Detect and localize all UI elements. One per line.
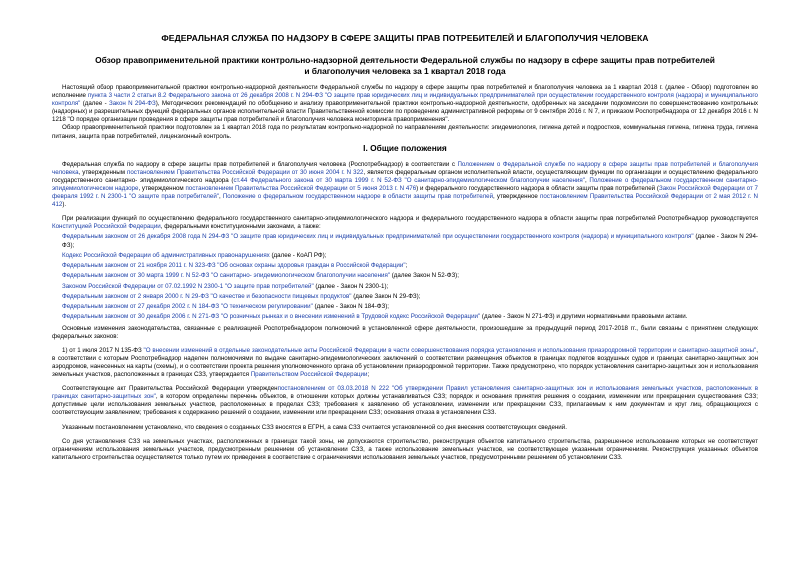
- list-item: Федеральным законом от 2 января 2000 г. N 29-ФЗ "О качестве и безопасности пищевых продуктов" (далее Закон N 29-ФЗ);: [62, 292, 421, 300]
- agency-heading: ФЕДЕРАЛЬНАЯ СЛУЖБА ПО НАДЗОРУ В СФЕРЕ ЗАЩИТЫ ПРАВ ПОТРЕБИТЕЛЕЙ И БЛАГОПОЛУЧИЯ ЧЕЛОВЕКА: [161, 33, 649, 43]
- constitution-link[interactable]: Конституцией Российской Федерации: [52, 223, 161, 231]
- list-item: Федеральным законом от 30 декабря 2006 г. N 271-ФЗ "О розничных рынках и о внесении изменений в Трудовой кодекс Российской Федерации" (далее - Закон N 271-ФЗ) и другими нормативными правовыми актами.: [62, 313, 688, 321]
- decree-322-link[interactable]: постановлением Правительства Российской Федерации от 30 июня 2004 г. N 322: [127, 168, 364, 176]
- law-link[interactable]: Федеральным законом от 21 ноября 2011 г. N 323-ФЗ "Об основах охраны здоровья граждан в Российской Федерации": [62, 262, 406, 270]
- list-item: Законом Российской Федерации от 07.02.1992 N 2300-1 "О защите прав потребителей" (далее - Закон N 2300-1);: [62, 282, 389, 290]
- law-294-short-link[interactable]: Закон N 294-ФЗ: [109, 100, 156, 108]
- paragraph-7: Со дня установления СЗЗ на земельных участках, расположенных в границах такой зоны, не допускаются строительство, реконструкция объектов капитального строительства, разрешенное использование которых не соответствует ограничениям использования земельных участков, предусмотренным решением об установлении СЗЗ, а также использование земельных участков, не соответствующее указанным ограничениям. Реконструкция указанных объектов капитального строительства осуществляется только путем их приведения в соответствие с ограничениями использования земельных участков, предусмотренными решением об установлении СЗЗ.: [52, 437, 758, 461]
- decree-476-link[interactable]: постановлением Правительства Российской Федерации от 5 июня 2013 г. N 476: [185, 184, 417, 192]
- law-link[interactable]: Федеральным законом от 2 января 2000 г. N 29-ФЗ "О качестве и безопасности пищевых продуктов": [62, 292, 352, 300]
- document-title: Обзор правоприменительной практики контрольно-надзорной деятельности Федеральной службы по надзору в сфере защиты прав потребителей и благополучия человека за 1 квартал 2018 года: [95, 55, 715, 76]
- regulation-link[interactable]: Положением о Федеральной службе по надзору в сфере защиты прав потребителей и благополучия человека: [52, 160, 758, 176]
- law-link[interactable]: Федеральным законом от 30 декабря 2006 г. N 271-ФЗ "О розничных рынках и о внесении изменений в Трудовой кодекс Российской Федерации": [62, 313, 481, 321]
- law-link[interactable]: Федеральным законом от 26 декабря 2008 года N 294-ФЗ "О защите прав юридических лиц и индивидуальных предпринимателей при осуществлении государственного контроля (надзора) и муниципального контроля": [62, 233, 694, 241]
- law-link[interactable]: Федеральным законом от 30 марта 1999 г. N 52-ФЗ "О санитарно- эпидемиологическом благополучии населения": [62, 272, 391, 280]
- list-item: Кодекс Российской Федерации об административных правонарушениях (далее - КоАП РФ);: [62, 251, 327, 259]
- law-link[interactable]: Кодекс Российской Федерации об административных правонарушениях: [62, 251, 270, 259]
- law-link[interactable]: Федеральным законом от 27 декабря 2002 г. N 184-ФЗ "О техническом регулировании": [62, 303, 313, 311]
- paragraph-5: Соответствующие акт Правительства Российской Федерации утвержденпостановлением от 03.03.2018 N 222 "Об утверждении Правил установления санитарно-защитных зон и использования земельных участков, расположенных в границах санитарно-защитных зон", в котором определены перечень объектов, в отношении которых должны устанавливаться СЗЗ; порядок и основания принятия решения о создании, изменении или прекращении существования СЗЗ; допустимые цели использования земельных участков, расположенных в пределах СЗЗ; требования к заявлению об установлении, изменении или прекращении СЗЗ, прилагаемым к ним документам и круг лиц, обращающихся с соответствующим заявлением; требования к содержанию решений о создании, изменении или прекращении СЗЗ; основания отказа в установлении СЗЗ.: [52, 385, 759, 417]
- document-page: [52, 33, 758, 462]
- paragraph-1: Федеральная служба по надзору в сфере защиты прав потребителей и благополучия человека (Роспотребнадзор) в соответствии с Положением о Федеральной службе по надзору в сфере защиты прав потребителей и благополучия человека, утвержденным постановлением Правительства Российской Федерации от 30 июня 2004 г. N 322, является федеральным органом исполнительной власти, осуществляющим функции по организации и осуществлению федерального государственного санитарно- эпидемиологического надзора (ст.44 Федерального закона от 30 марта 1999 г. N 52-ФЗ "О санитарно-эпидемиологическом благополучии населения", Положение о федеральном государственном санитарно-эпидемиологическом надзоре, утвержденном постановлением Правительства Российской Федерации от 5 июня 2013 г. N 476) и федерального государственного надзора в области защиты прав потребителей (Закон Российской Федерации от 7 февраля 1992 г. N 2300-1 "О защите прав потребителей", Положение о федеральном государственном надзоре в области защиты прав потребителей, утвержденное постановлением Правительства Российской Федерации от 2 мая 2012 г. N 412).: [52, 160, 758, 209]
- list-item: Федеральным законом от 27 декабря 2002 г. N 184-ФЗ "О техническом регулировании" (далее - Закон N 184-ФЗ);: [62, 303, 389, 311]
- intro-paragraph-2: Обзор правоприменительной практики подготовлен за 1 квартал 2018 года по результатам контрольно-надзорной по направлениям деятельности: эпидемиология, гигиена детей и подростков, коммунальная гигиена, гигиена труда, гигиена питания, защита прав потребителей, лицензионный контроль.: [52, 124, 758, 140]
- laws-list: [52, 233, 758, 321]
- paragraph-2: При реализации функций по осуществлению федерального государственного санитарно-эпидемиологического надзора и федерального государственного надзора в области защиты прав потребителей Роспотребнадзор руководствуется Конституцией Российской Федерации, федеральными конституционными законами, а также:: [52, 215, 758, 231]
- law-52-article-link[interactable]: ст.44 Федерального закона от 30 марта 1999 г. N 52-ФЗ "О санитарно-эпидемиологическом благополучии населения": [233, 176, 585, 184]
- article-link[interactable]: пункта 3 части 2 статьи 8.2: [87, 92, 167, 100]
- list-item: Федеральным законом от 21 ноября 2011 г. N 323-ФЗ "Об основах охраны здоровья граждан в Российской Федерации";: [62, 262, 408, 270]
- law-2300-link[interactable]: Закон Российской Федерации от 7 февраля 1992 г. N 2300-1 "О защите прав потребителей": [52, 184, 758, 201]
- paragraph-3: Основные изменения законодательства, связанные с реализацией Роспотребнадзором полномочий в установленной сфере деятельности, произошедшие за предыдущий период 2017-2018 гг., были связаны с принятием следующих федеральных законов:: [52, 324, 758, 340]
- law-294-link[interactable]: Федерального закона от 26 декабря 2008 г. N 294-ФЗ "О защите прав юридических лиц и индивидуальных предпринимателей при осуществлении государственного контроля (надзора) и муниципального контроля": [52, 92, 758, 108]
- government-link[interactable]: Правительством Российской Федерации: [250, 371, 368, 379]
- consumer-regulation-link[interactable]: Положение о федеральном государственном надзоре в области защиты прав потребителей: [222, 193, 494, 201]
- section-heading: I. Общие положения: [363, 142, 447, 153]
- intro-paragraph-1: Настоящий обзор правоприменительной практики контрольно-надзорной деятельности Федеральной службы по надзору в сфере защиты прав потребителей и благополучия человека за 1 квартал 2018 г. (далее - Обзор) подготовлен во исполнение пункта 3 части 2 статьи 8.2 Федерального закона от 26 декабря 2008 г. N 294-ФЗ "О защите прав юридических лиц и индивидуальных предпринимателей при осуществлении государственного контроля (надзора) и муниципального контроля" (далее - Закон N 294-ФЗ), Методических рекомендаций по обобщению и анализу правоприменительной практики контрольно-надзорной деятельности, одобренных на заседании подкомиссии по совершенствованию контрольных (надзорных) и разрешительных функций федеральных органов исполнительной власти Правительственной комиссии по проведению административной реформы от 9 сентября 2016 г. N 7, и приказом Роспотребнадзора от 12 декабря 2016 г. N 1218 "О порядке организации проведения в сфере защиты прав потребителей и благополучия человека мониторинга правоприменения".: [52, 84, 759, 124]
- list-item: Федеральным законом от 30 марта 1999 г. N 52-ФЗ "О санитарно- эпидемиологическом благополучии населения" (далее Закон N 52-ФЗ);: [62, 272, 459, 280]
- decree-222-link[interactable]: постановлением от 03.03.2018 N 222 "Об утверждении Правил установления санитарно-защитных зон и использования земельных участков, расположенных в границах санитарно-защитных зон": [52, 385, 759, 401]
- law-135-link[interactable]: "О внесении изменений в отдельные законодательные акты Российской Федерации в части совершенствования порядка установления и использования приаэродромной территории и санитарно-защитной зоны": [143, 346, 757, 354]
- list-item: Федеральным законом от 26 декабря 2008 года N 294-ФЗ "О защите прав юридических лиц и индивидуальных предпринимателей при осуществлении государственного контроля (надзора) и муниципального контроля" (далее - Закон N 294-ФЗ);: [62, 233, 758, 249]
- sanitary-regulation-link[interactable]: Положение о федеральном государственном санитарно-эпидемиологическом надзоре: [52, 176, 758, 192]
- law-link[interactable]: Законом Российской Федерации от 07.02.1992 N 2300-1 "О защите прав потребителей": [62, 282, 314, 290]
- paragraph-4: 1) от 1 июля 2017 N 135-ФЗ "О внесении изменений в отдельные законодательные акты Российской Федерации в части совершенствования порядка установления и использования приаэродромной территории и санитарно-защитной зоны", в соответствии с которым Роспотребнадзор наделен полномочиями по выдаче санитарно-эпидемиологических заключений о соответствии размещения объектов в границах подлетов воздушных судов и границах санитарно-защитных зон аэродромов, нанесенных на карты (схемы), и о соответствии проекта решения уполномоченного органа об установлении приаэродромной территории. Также предусмотрено, что порядок установления санитарно-защитных зон и использования земельных участков, расположенных в границах СЗЗ, утверждается Правительством Российской Федерации;: [52, 346, 758, 379]
- decree-412-link[interactable]: постановлением Правительства Российской Федерации от 2 мая 2012 г. N 412: [52, 193, 758, 209]
- paragraph-6: Указанным постановлением установлено, что сведения о созданных СЗЗ вносятся в ЕГРН, а сама СЗЗ считается установленной со дня внесения соответствующих сведений.: [62, 423, 567, 431]
